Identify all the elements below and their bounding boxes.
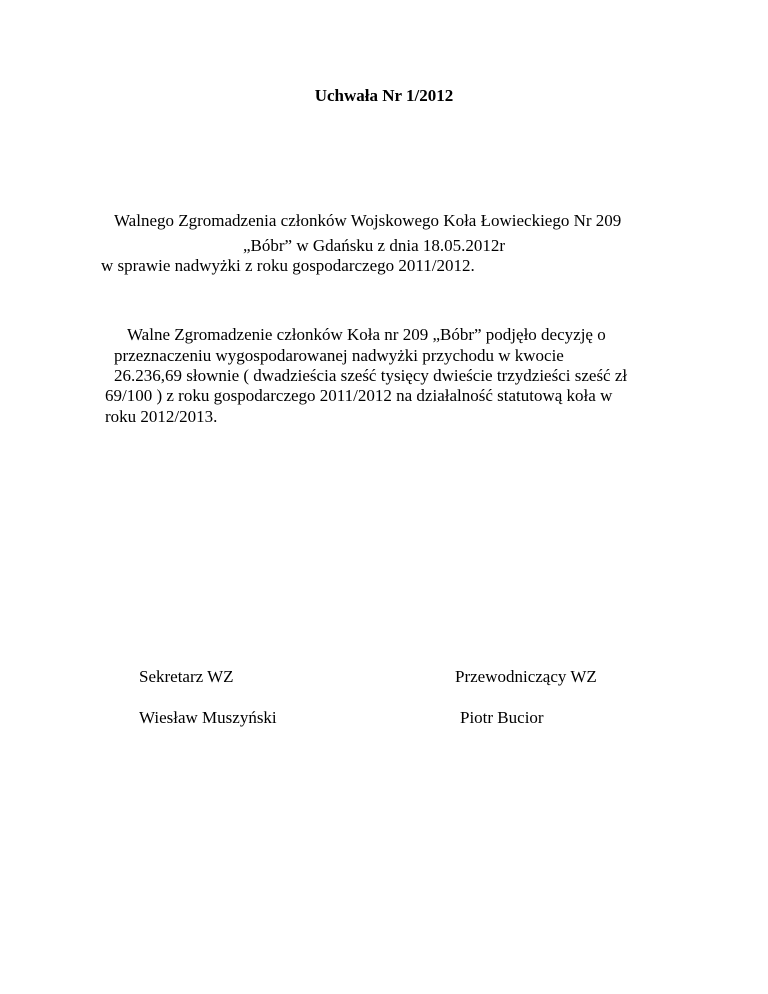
secretary-name: Wiesław Muszyński — [139, 708, 277, 727]
heading-line-1: Walnego Zgromadzenia członków Wojskowego Koła Łowieckiego Nr 209 — [114, 211, 622, 230]
body-line-3: 26.236,69 słownie ( dwadzieścia sześć tysięcy dwieście trzydzieści sześć zł — [114, 366, 628, 385]
chairman-role: Przewodniczący WZ — [455, 667, 597, 686]
body-line-4: 69/100 ) z roku gospodarczego 2011/2012 na działalność statutową koła w — [105, 386, 613, 405]
document-title: Uchwała Nr 1/2012 — [314, 86, 454, 105]
chairman-name: Piotr Bucior — [460, 708, 544, 727]
heading-line-2: „Bóbr” w Gdańsku z dnia 18.05.2012r — [243, 236, 506, 255]
body-line-1: Walne Zgromadzenie członków Koła nr 209 „Bóbr” podjęło decyzję o — [127, 325, 606, 344]
heading-line-3: w sprawie nadwyżki z roku gospodarczego 2011/2012. — [101, 256, 475, 275]
body-line-2: przeznaczeniu wygospodarowanej nadwyżki przychodu w kwocie — [114, 346, 564, 365]
body-line-5: roku 2012/2013. — [105, 407, 218, 426]
secretary-role: Sekretarz WZ — [139, 667, 234, 686]
